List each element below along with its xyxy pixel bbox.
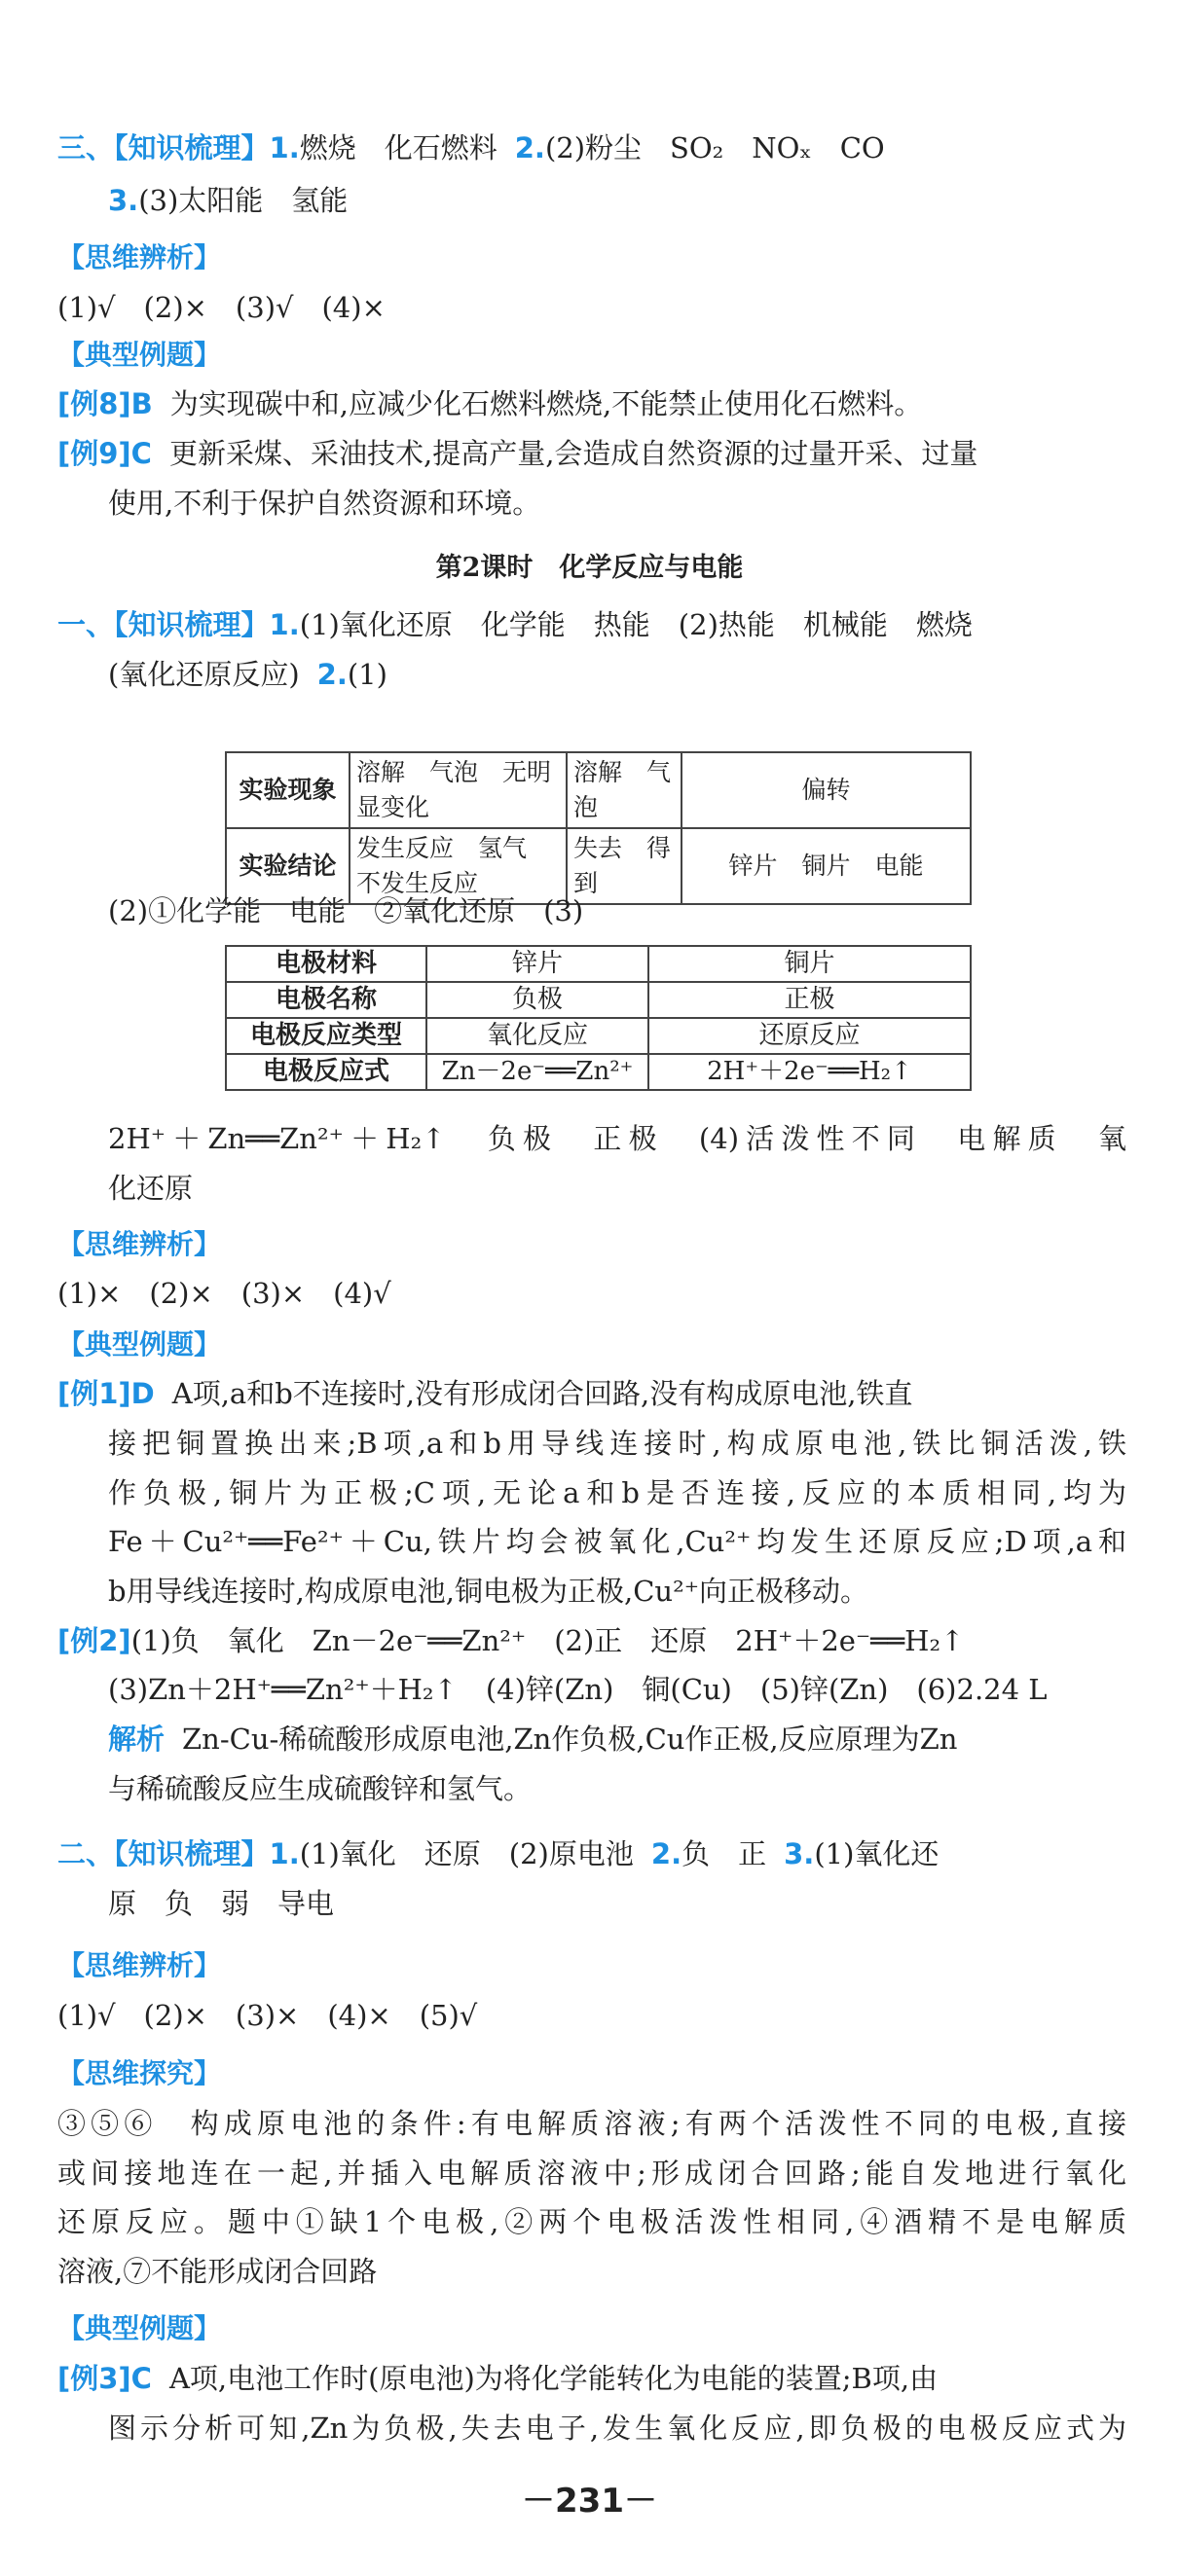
- answer-text: 为实现碳中和,应减少化石燃料燃烧,不能禁止使用化石燃料。: [169, 387, 923, 420]
- answer-text: A项,电池工作时(原电池)为将化学能转化为电能的装置;B项,由: [168, 2362, 939, 2395]
- row-header: 实验现象: [226, 752, 350, 828]
- answer-text: 负 正: [682, 1837, 767, 1870]
- example-label: [例3]C: [57, 2362, 152, 2395]
- table-cell: 还原反应: [648, 1018, 971, 1054]
- answer-text: 或间接地连在一起,并插入电解质溶液中;形成闭合回路;能自发地进行氧化: [57, 2157, 1126, 2190]
- answer-text: 与稀硫酸反应生成硫酸锌和氢气。: [108, 1772, 533, 1805]
- table-cell: 负极: [426, 982, 648, 1018]
- table-row: [226, 982, 971, 1018]
- example-2: [57, 1621, 1126, 1660]
- table-cell: 发生反应 氢气 不发生反应: [350, 828, 567, 904]
- s3-knowledge-line: [57, 128, 1126, 167]
- answer-text: (1)√ (2)× (3)× (4)× (5)√: [57, 1999, 478, 2032]
- answer-text: (2)粉尘 SO₂ NOₓ CO: [544, 131, 885, 164]
- row-header: 电极名称: [226, 982, 426, 1018]
- section-heading: 【典型例题】: [57, 2312, 222, 2344]
- table-cell: 2H⁺＋2e⁻══H₂↑: [648, 1054, 971, 1090]
- answer-text: 使用,不利于保护自然资源和环境。: [108, 487, 541, 520]
- row-header: 电极反应式: [226, 1054, 426, 1090]
- table-row: [226, 946, 971, 982]
- experiment-table: [225, 751, 972, 905]
- answer-text: 2H⁺＋Zn══Zn²⁺＋H₂↑ 负极 正极 (4)活泼性不同 电解质 氧: [108, 1122, 1126, 1155]
- section-label: 二、【知识梳理】: [57, 1837, 270, 1870]
- row-header: 电极材料: [226, 946, 426, 982]
- answer-text: (氧化还原反应): [108, 658, 300, 691]
- answer-text: 作负极,铜片为正极;C项,无论a和b是否连接,反应的本质相同,均为: [108, 1476, 1126, 1509]
- example-label: [例8]B: [57, 387, 153, 420]
- s2-knowledge-line: [57, 1834, 1126, 1873]
- item-number: 1.: [269, 131, 300, 164]
- answer-text: ③⑤⑥ 构成原电池的条件:有电解质溶液;有两个活泼性不同的电极,直接: [57, 2107, 1126, 2140]
- table-cell: 铜片: [648, 946, 971, 982]
- example-label: [例2]: [57, 1624, 131, 1657]
- table-cell: 正极: [648, 982, 971, 1018]
- section-label: 一、【知识梳理】: [57, 608, 270, 641]
- section-heading: 【典型例题】: [57, 1328, 222, 1361]
- analysis-label: 解析: [108, 1723, 166, 1756]
- answer-text: A项,a和b不连接时,没有形成闭合回路,没有构成原电池,铁直: [171, 1377, 913, 1410]
- answer-text: 原 负 弱 导电: [108, 1887, 335, 1920]
- answer-text: 化还原: [108, 1172, 194, 1205]
- table-row: [226, 752, 971, 828]
- item-number: 3.: [784, 1837, 815, 1870]
- answer-text: (1)× (2)× (3)× (4)√: [57, 1277, 391, 1310]
- answer-text: (2)①化学能 电能 ②氧化还原 (3): [108, 894, 584, 927]
- example-label: [例9]C: [57, 437, 152, 470]
- answer-text: (1)氧化还原 化学能 热能 (2)热能 机械能 燃烧: [299, 608, 973, 641]
- table-cell: Zn－2e⁻══Zn²⁺: [426, 1054, 648, 1090]
- example-3: [57, 2359, 1126, 2398]
- example-label: [例1]D: [57, 1377, 155, 1410]
- table-cell: 溶解 气泡: [567, 752, 682, 828]
- lesson-title: 第2课时 化学反应与电能: [435, 553, 744, 583]
- table-cell: 溶解 气泡 无明显变化: [350, 752, 567, 828]
- item-number: 1.: [269, 1837, 300, 1870]
- answer-text: (1)√ (2)× (3)√ (4)×: [57, 291, 386, 324]
- item-number: 2.: [514, 131, 545, 164]
- item-number: 1.: [269, 608, 300, 641]
- section-heading: 【思维辨析】: [57, 241, 222, 273]
- section-heading: 【思维探究】: [57, 2057, 222, 2089]
- answer-text: 图示分析可知,Zn为负极,失去电子,发生氧化反应,即负极的电极反应式为: [108, 2412, 1126, 2445]
- answer-text: (1): [347, 658, 387, 691]
- example-9: [57, 434, 1126, 473]
- answer-text: 更新采煤、采油技术,提高产量,会造成自然资源的过量开采、过量: [168, 437, 978, 470]
- answer-text: (1)氧化 还原 (2)原电池: [299, 1837, 634, 1870]
- s1-knowledge-line-2: [108, 655, 1126, 694]
- row-header: 实验结论: [226, 828, 350, 904]
- answer-text: 接把铜置换出来;B项,a和b用导线连接时,构成原电池,铁比铜活泼,铁: [108, 1427, 1126, 1460]
- table-cell: 偏转: [682, 752, 971, 828]
- answer-text: (1)氧化还: [814, 1837, 940, 1870]
- section-heading: 【思维辨析】: [57, 1228, 222, 1260]
- item-number: 2.: [316, 658, 348, 691]
- example-1: [57, 1374, 1126, 1413]
- item-number: 3.: [108, 184, 139, 217]
- s3-knowledge-line-2: [108, 181, 1126, 220]
- analysis: [108, 1720, 1126, 1759]
- table-cell: 失去 得到: [567, 828, 682, 904]
- s1-knowledge-line: [57, 605, 1126, 644]
- row-header: 电极反应类型: [226, 1018, 426, 1054]
- answer-text: 溶液,⑦不能形成闭合回路: [57, 2255, 378, 2288]
- section-heading: 【思维辨析】: [57, 1949, 222, 1981]
- answer-text: Fe＋Cu²⁺══Fe²⁺＋Cu,铁片均会被氧化,Cu²⁺均发生还原反应;D项,a和: [108, 1525, 1126, 1558]
- table-cell: 锌片: [426, 946, 648, 982]
- table-row: [226, 1018, 971, 1054]
- section-heading: 【典型例题】: [57, 339, 222, 371]
- section-label: 三、【知识梳理】: [57, 131, 270, 164]
- answer-text: 燃烧 化石燃料: [299, 131, 497, 164]
- answer-text: (3)太阳能 氢能: [138, 184, 349, 217]
- answer-text: Zn-Cu-稀硫酸形成原电池,Zn作负极,Cu作正极,反应原理为Zn: [182, 1723, 958, 1756]
- table-cell: 氧化反应: [426, 1018, 648, 1054]
- item-number: 2.: [650, 1837, 682, 1870]
- answer-text: (1)负 氧化 Zn－2e⁻══Zn²⁺ (2)正 还原 2H⁺＋2e⁻══H₂↑: [130, 1624, 965, 1657]
- answer-text: 还原反应。题中①缺1个电极,②两个电极活泼性相同,④酒精不是电解质: [57, 2205, 1126, 2238]
- table-cell: 锌片 铜片 电能: [682, 828, 971, 904]
- table-row: [226, 1054, 971, 1090]
- page-number: －231－: [522, 2482, 657, 2521]
- example-8: [57, 384, 1126, 423]
- electrode-table: [225, 945, 972, 1091]
- answer-text: (3)Zn＋2H⁺══Zn²⁺＋H₂↑ (4)锌(Zn) 铜(Cu) (5)锌(Zn) (6)2.24 L: [108, 1673, 1048, 1706]
- answer-text: b用导线连接时,构成原电池,铜电极为正极,Cu²⁺向正极移动。: [108, 1575, 869, 1608]
